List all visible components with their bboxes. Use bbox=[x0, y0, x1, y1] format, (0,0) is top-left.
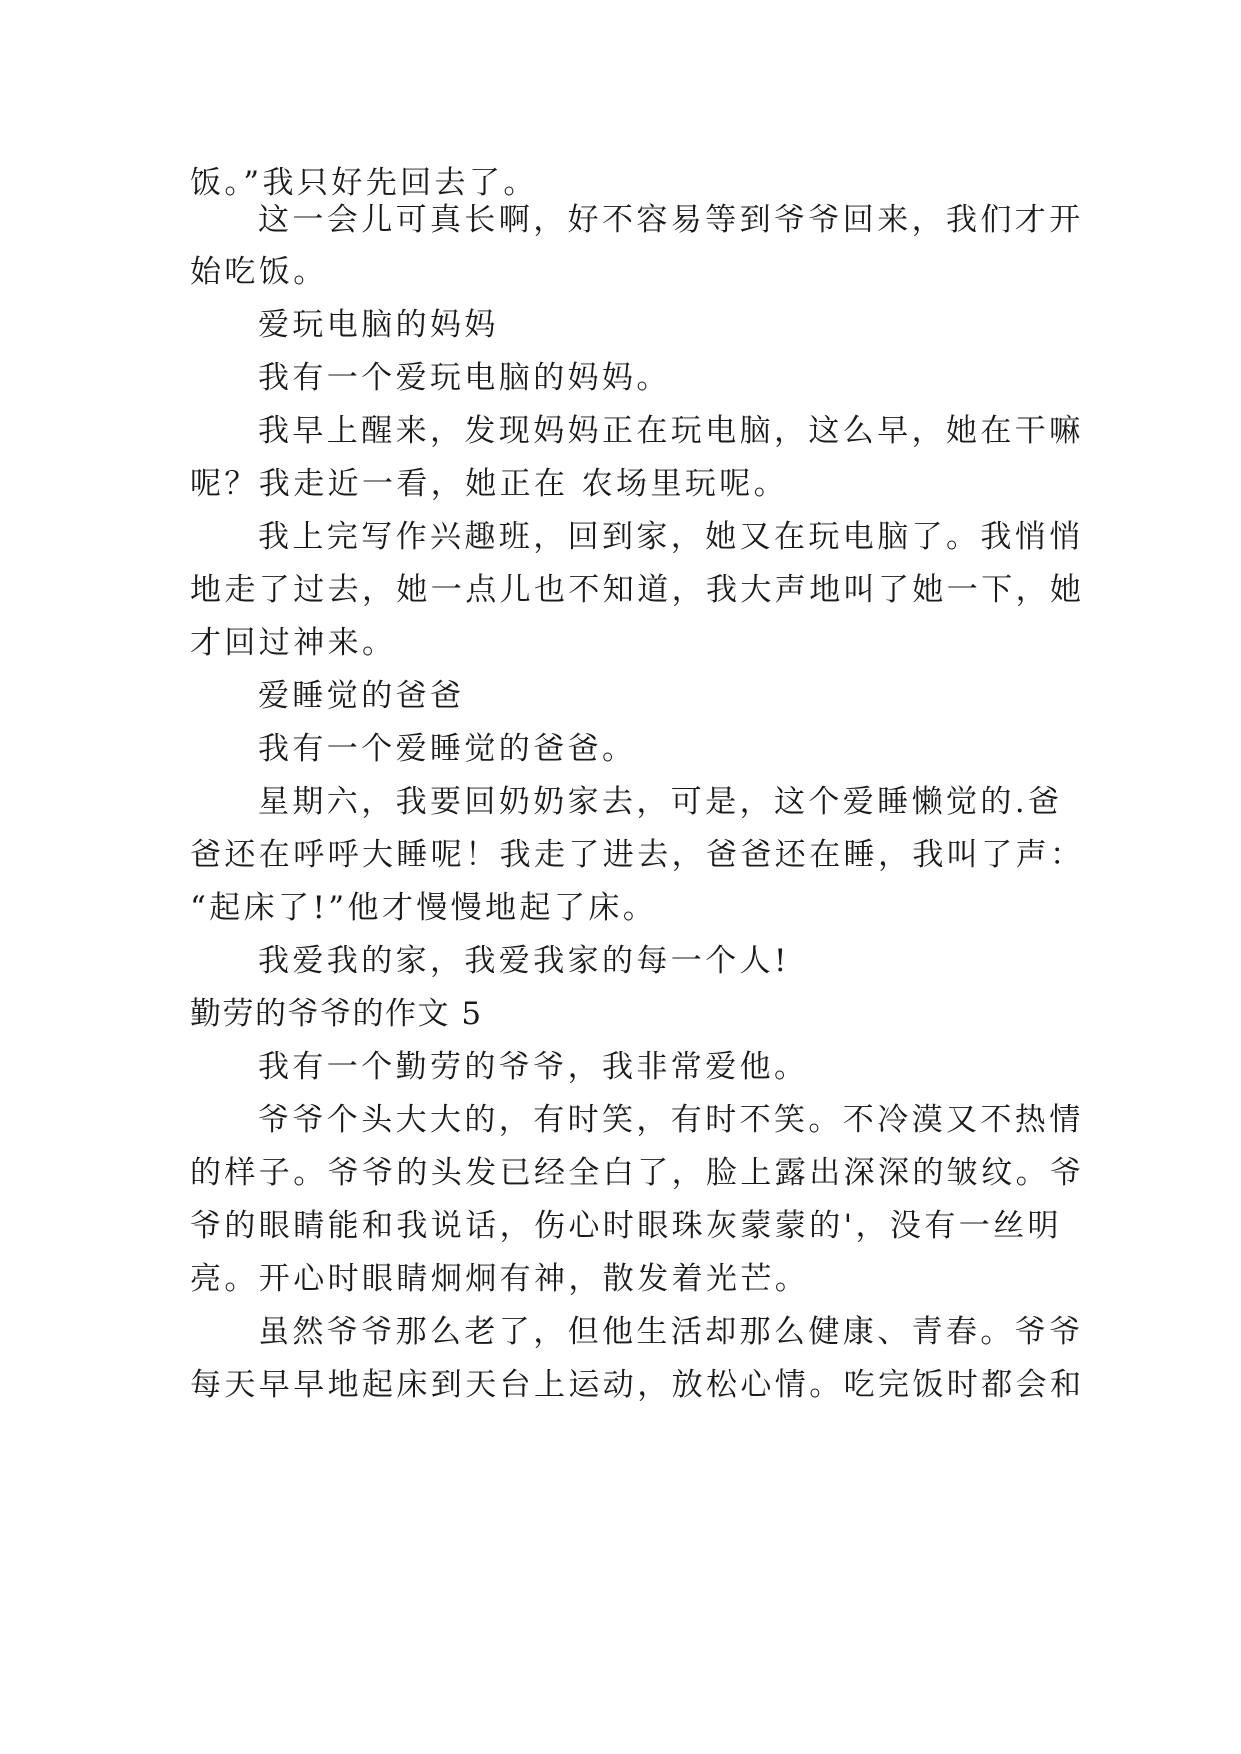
text-line: 每天早早地起床到天台上运动，放松心情。吃完饭时都会和 bbox=[190, 1367, 1085, 1403]
text-line: “起床了!”他才慢慢地起了床。 bbox=[190, 890, 658, 926]
text-line: 饭。”我只好先回去了。 bbox=[190, 165, 538, 201]
text-line: 我早上醒来，发现妈妈正在玩电脑，这么早，她在干嘛 bbox=[258, 413, 1084, 449]
article-title: 勤劳的爷爷的作文 5 bbox=[190, 996, 483, 1032]
text-line: 爷的眼睛能和我说话，伤心时眼珠灰蒙蒙的'，没有一丝明 bbox=[190, 1208, 1062, 1244]
section-heading: 爱玩电脑的妈妈 bbox=[258, 307, 499, 343]
text-line: 呢？我走近一看，她正在 农场里玩呢。 bbox=[190, 466, 789, 502]
text-line: 我有一个勤劳的爷爷，我非常爱他。 bbox=[258, 1049, 809, 1085]
text-line: 我上完写作兴趣班，回到家，她又在玩电脑了。我悄悄 bbox=[258, 519, 1084, 555]
text-line: 爷爷个头大大的，有时笑，有时不笑。不冷漠又不热情 bbox=[258, 1102, 1084, 1138]
text-line: 我有一个爱玩电脑的妈妈。 bbox=[258, 360, 671, 396]
text-line: 亮。开心时眼睛炯炯有神，散发着光芒。 bbox=[190, 1261, 810, 1297]
text-line: 虽然爷爷那么老了，但他生活却那么健康、青春。爷爷 bbox=[258, 1314, 1084, 1350]
text-line: 我爱我的家，我爱我家的每一个人! bbox=[258, 943, 790, 979]
text-line: 地走了过去，她一点儿也不知道，我大声地叫了她一下，她 bbox=[190, 572, 1085, 608]
section-heading: 爱睡觉的爸爸 bbox=[258, 678, 465, 714]
text-line: 我有一个爱睡觉的爸爸。 bbox=[258, 731, 637, 767]
text-line: 这一会儿可真长啊，好不容易等到爷爷回来，我们才开 bbox=[258, 202, 1084, 238]
text-line: 的样子。爷爷的头发已经全白了，脸上露出深深的皱纹。爷 bbox=[190, 1155, 1085, 1191]
text-line: 始吃饭。 bbox=[190, 254, 328, 290]
text-line: 星期六，我要回奶奶家去，可是，这个爱睡懒觉的.爸 bbox=[258, 784, 1063, 820]
text-line: 爸还在呼呼大睡呢！我走了进去，爸爸还在睡，我叫了声： bbox=[190, 837, 1085, 873]
text-line: 才回过神来。 bbox=[190, 625, 397, 661]
